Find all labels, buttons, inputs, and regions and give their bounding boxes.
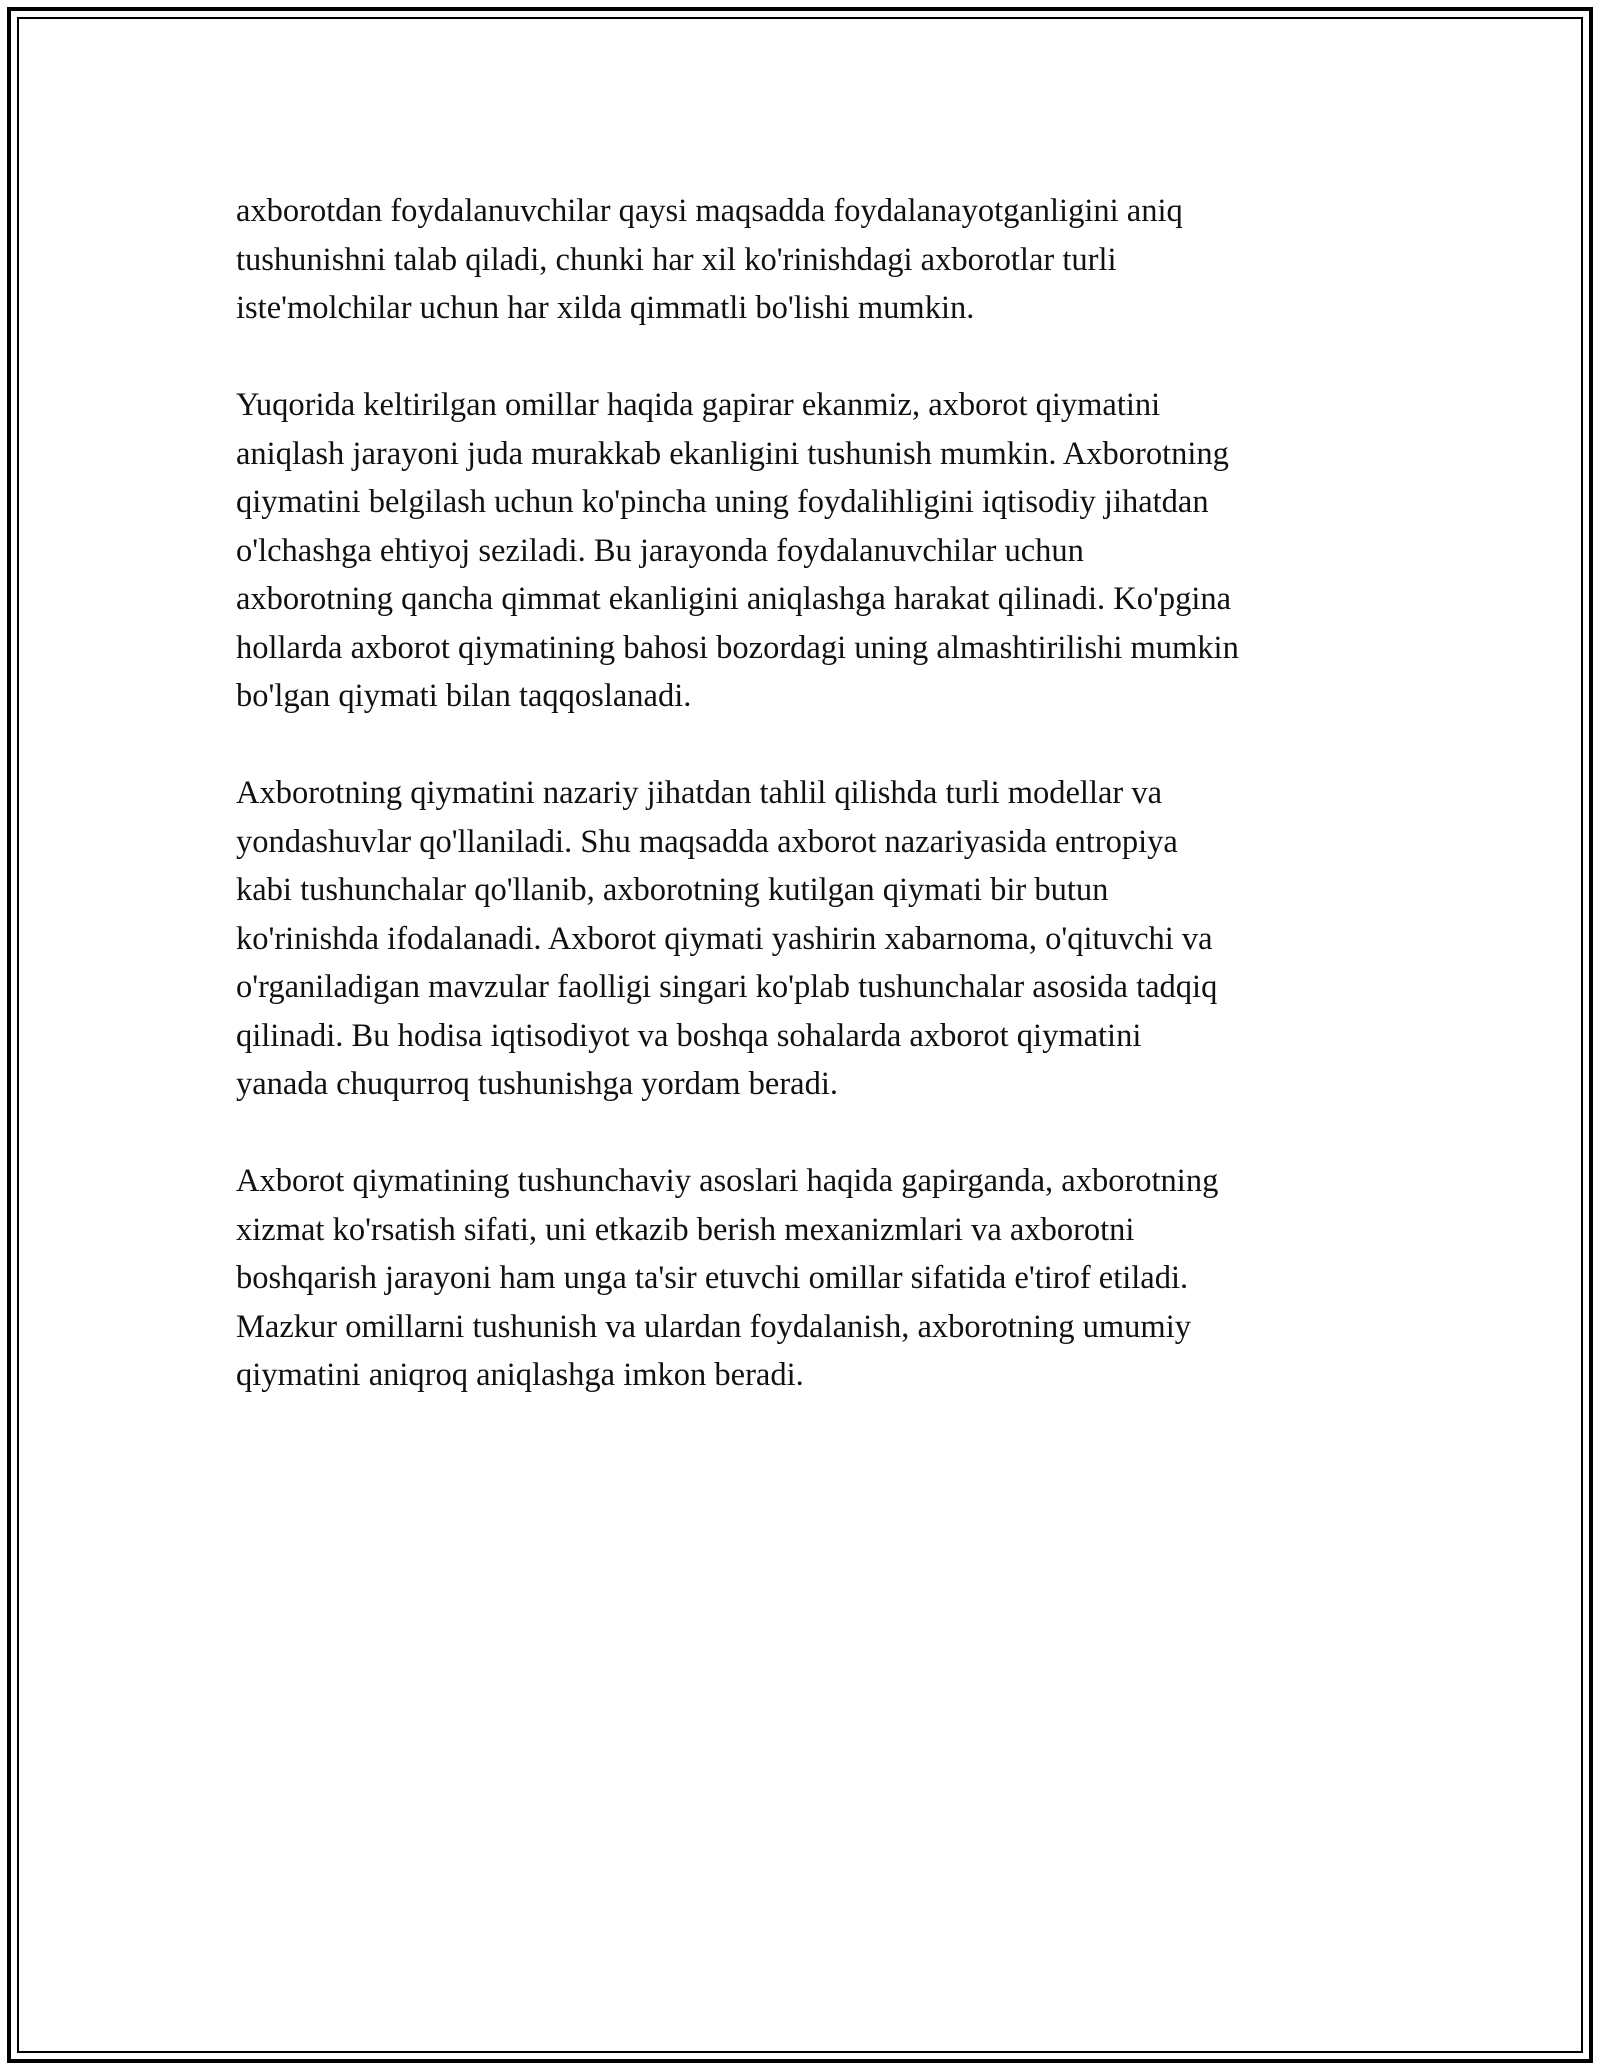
text-line: qilinadi. Bu hodisa iqtisodiyot va boshqa sohalarda axborot qiymatini	[236, 1017, 1142, 1054]
paragraph-1	[236, 187, 1386, 333]
text-line: xizmat ko'rsatish sifati, uni etkazib berish mexanizmlari va axborotni	[236, 1211, 1135, 1248]
text-line: Axborot qiymatining tushunchaviy asoslari haqida gapirganda, axborotning	[236, 1163, 1219, 1199]
text-line: axborotdan foydalanuvchilar qaysi maqsadda foydalanayotganligini aniq	[236, 193, 1183, 229]
text-line: aniqlash jarayoni juda murakkab ekanligini tushunish mumkin. Axborotning	[236, 435, 1229, 472]
text-line: Axborotning qiymatini nazariy jihatdan tahlil qilishda turli modellar va	[236, 775, 1163, 811]
text-line: axborotning qancha qimmat ekanligini aniqlashga harakat qilinadi. Ko'pgina	[236, 581, 1232, 617]
paragraph-3	[236, 769, 1386, 1109]
text-line: boshqarish jarayoni ham unga ta'sir etuvchi omillar sifatida e'tirof etiladi.	[236, 1260, 1189, 1296]
text-line: qiymatini belgilash uchun ko'pincha uning foydalihligini iqtisodiy jihatdan	[236, 484, 1209, 520]
text-line: yanada chuqurroq tushunishga yordam beradi.	[236, 1066, 838, 1102]
text-line: Mazkur omillarni tushunish va ulardan foydalanish, axborotning umumiy	[236, 1308, 1191, 1345]
text-line: bo'lgan qiymati bilan taqqoslanadi.	[236, 678, 692, 714]
text-line: qiymatini aniqroq aniqlashga imkon beradi.	[236, 1357, 804, 1393]
text-line: o'rganiladigan mavzular faolligi singari ko'plab tushunchalar asosida tadqiq	[236, 969, 1218, 1005]
paragraph-4	[236, 1157, 1386, 1400]
text-line: iste'molchilar uchun har xilda qimmatli bo'lishi mumkin.	[236, 290, 975, 326]
text-line: kabi tushunchalar qo'llanib, axborotning kutilgan qiymati bir butun	[236, 872, 1109, 908]
document-body	[236, 187, 1386, 1448]
text-line: Yuqorida keltirilgan omillar haqida gapirar ekanmiz, axborot qiymatini	[236, 387, 1161, 423]
text-line: o'lchashga ehtiyoj seziladi. Bu jarayonda foydalanuvchilar uchun	[236, 532, 1084, 569]
paragraph-2	[236, 381, 1386, 721]
text-line: ko'rinishda ifodalanadi. Axborot qiymati yashirin xabarnoma, o'qituvchi va	[236, 920, 1213, 957]
text-line: tushunishni talab qiladi, chunki har xil ko'rinishdagi axborotlar turli	[236, 241, 1117, 278]
text-line: hollarda axborot qiymatining bahosi bozordagi uning almashtirilishi mumkin	[236, 629, 1239, 666]
text-line: yondashuvlar qo'llaniladi. Shu maqsadda axborot nazariyasida entropiya	[236, 823, 1178, 860]
